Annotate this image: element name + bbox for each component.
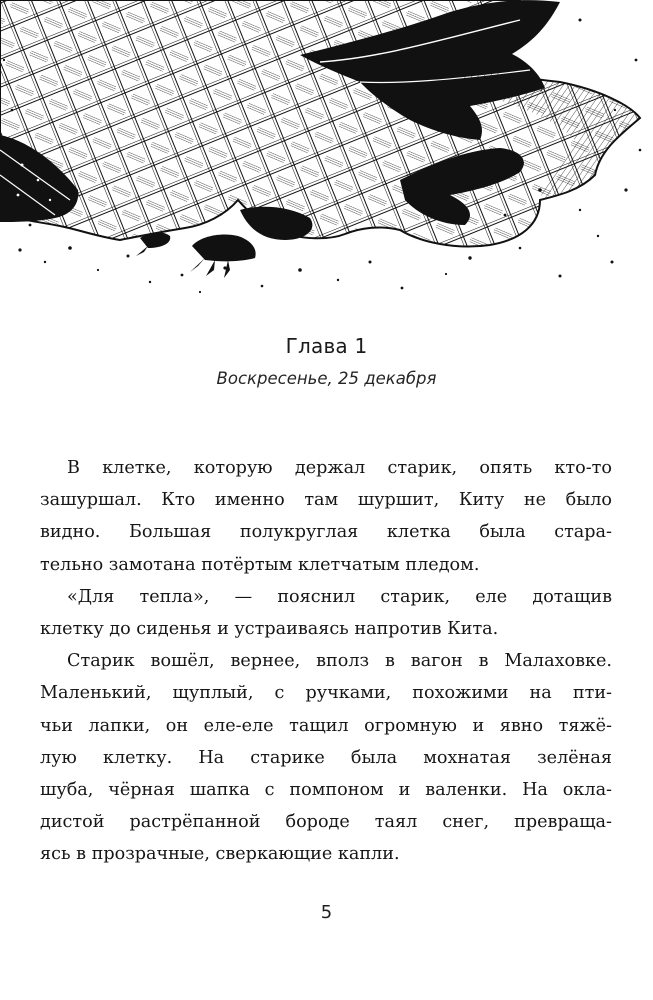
text-line: Маленький, щуплый, с ручками, похожими на пти-: [40, 683, 612, 704]
text-line: В клетке, которую держал старик, опять кто-то: [67, 458, 612, 478]
paragraph-2: [40, 581, 612, 645]
text-line: дистой растрёпанной бороде таял снег, превраща-: [40, 812, 612, 833]
paragraph-1: [40, 452, 612, 581]
text-line: Старик вошёл, вернее, вполз в вагон в Малаховке.: [67, 651, 612, 672]
text-line: лую клетку. На старике была мохнатая зелёная: [40, 747, 612, 768]
text-line: клетку до сиденья и устраиваясь напротив Кита.: [40, 619, 499, 640]
text-line: зашуршал. Кто именно там шуршит, Киту не было: [40, 490, 612, 511]
text-line: ясь в прозрачные, сверкающие капли.: [40, 844, 400, 865]
text-line: «Для тепла», — пояснил старик, еле дотащив: [67, 586, 612, 607]
text-line: чьи лапки, он еле-еле тащил огромную и явно тяжё-: [40, 715, 612, 736]
chapter-title: Глава 1: [285, 334, 368, 358]
chapter-date: Воскресенье, 25 декабря: [216, 369, 437, 388]
paragraph-3: [40, 645, 612, 870]
text-line: видно. Большая полукруглая клетка была стара-: [40, 522, 612, 543]
text-line: шуба, чёрная шапка с помпоном и валенки. На окла-: [40, 780, 612, 801]
page-number: 5: [320, 902, 333, 923]
plaid-blanket: [0, 0, 640, 247]
chapter-illustration: [0, 0, 653, 300]
text-line: тельно замотана потёртым клетчатым пледом.: [40, 554, 480, 575]
body-text: [40, 452, 612, 871]
